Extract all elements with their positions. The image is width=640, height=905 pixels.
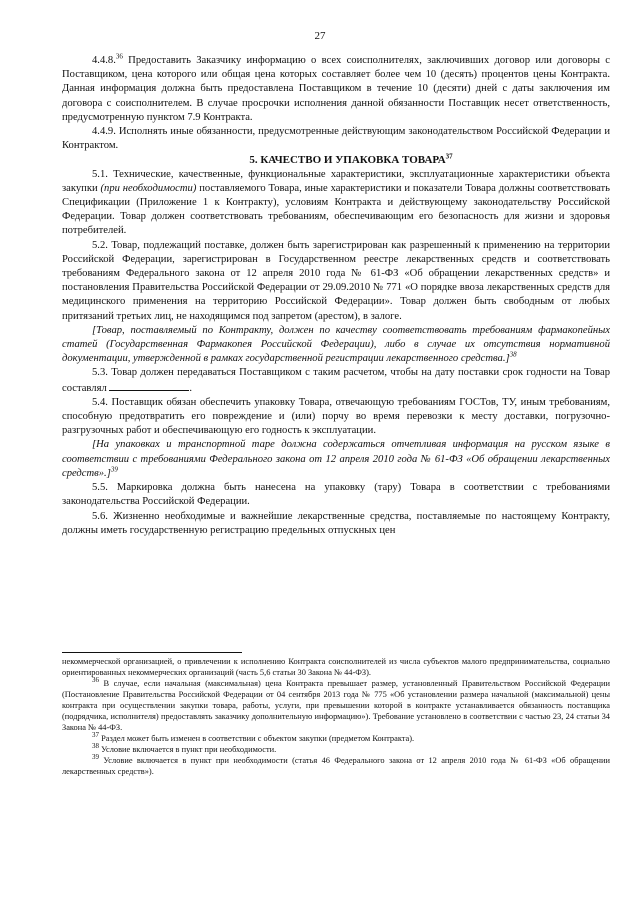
clause-5-2-note [62, 324, 610, 367]
section-title: 5. КАЧЕСТВО И УПАКОВКА ТОВАРА [249, 154, 446, 167]
footnote-36 [62, 678, 610, 733]
footnote-text: В случае, если начальная (максимальная) цена Контракта превышает размер, установленный Правительством Российской Федерации (Постановление Правительства Российской Федерации от 04 сентября 2013 года № 775 «Об установлении размера начальной (максимальной) цены контракта при осуществлении закупки товара, работы, услуги, при превышении которой в контракте устанавливается обязанность поставщика (подрядчика, исполнителя) предоставлять заказчику дополнительную информацию»). Требование установлено в соответствии с частью 23, 24 статьи 34 Закона № 44-ФЗ. [62, 679, 610, 732]
footnote-ref: 36 [115, 52, 123, 61]
footnote-ref: 38 [509, 350, 517, 359]
clause-text: 5.1. Технические, качественные, функциональные характеристики, эксплуатационные характеристики объекта закупки [62, 168, 610, 194]
footnote-number: 36 [92, 676, 99, 685]
note-text: [На упаковках и транспортной таре должна содержаться отчетливая информация на русском языке в соответствии с требованиями Федерального закона от 12 апреля 2010 года № 61-ФЗ «Об обращении лекарственных средств».] [62, 439, 610, 479]
footnote-text: Условие включается в пункт при необходимости (статья 46 Федерального закона от 12 апреля 2010 года № 61-ФЗ «Об обращении лекарственных средств»). [62, 756, 611, 776]
clause-number: 4.4.8. [92, 55, 116, 66]
document-body [62, 54, 610, 538]
clause-4-4-8 [62, 54, 610, 125]
clause-italic: (при необходимости) [100, 182, 197, 194]
footnote-39 [62, 755, 610, 777]
note-text: [Товар, поставляемый по Контракту, должен по качеству соответствовать требованиям фармакопейных статей (Государственная Фармакопея Российской Федерации), либо в случае их отсутствия нормативной документации, утвержденной в рамках государственной регистрации лекарственного средства.] [62, 324, 610, 365]
clause-5-5: 5.5. Маркировка должна быть нанесена на упаковку (тару) Товара в соответствии с требованиями законодательства Российской Федерации. [62, 482, 610, 508]
section-heading [62, 153, 610, 167]
footnote-number: 37 [92, 731, 99, 740]
footnote-ref: 37 [445, 152, 453, 161]
footnote-38 [62, 744, 610, 755]
footnote-37 [62, 733, 610, 744]
footnotes [62, 656, 610, 777]
blank-fill-line[interactable] [109, 381, 189, 391]
clause-end: . [189, 382, 193, 394]
footnote-continuation: некоммерческой организацией, о привлечении к исполнению Контракта соисполнителей из числа субъектов малого предпринимательства, социально ориентированных некоммерческих организаций (часть 5,6 статьи 30 Закона № 44-ФЗ). [62, 657, 610, 677]
clause-4-4-9: 4.4.9. Исполнять иные обязанности, предусмотренные действующим законодательством Российской Федерации и Контрактом. [62, 126, 610, 152]
clause-5-4: 5.4. Поставщик обязан обеспечить упаковку Товара, отвечающую требованиям ГОСТов, ТУ, иным требованиям, способную предотвратить его повреждение и (или) порчу во время перевозки к месту доставки, погрузочно-разгрузочных работ и обеспечивающую его годность к эксплуатации. [62, 396, 610, 437]
footnote-ref: 39 [110, 465, 118, 474]
footnote-number: 39 [92, 753, 99, 762]
footnote-number: 38 [92, 742, 99, 751]
clause-5-2: 5.2. Товар, подлежащий поставке, должен быть зарегистрирован как разрешенный к применению на территории Российской Федерации, зарегистрирован в Государственном реестре лекарственных средств и соответствовать требованиям Федерального закона от 12 апреля 2010 года № 61-ФЗ «Об обращении лекарственных средств» и постановления Правительства Российской Федерации от 29.09.2010 № 771 «О порядке ввоза лекарственных средств для медицинского применения на территорию Российской Федерации». Товар должен быть свободным от любых притязаний третьих лиц, не находящимся под запретом (арестом), в залоге. [62, 239, 610, 322]
clause-5-6: 5.6. Жизненно необходимые и важнейшие лекарственные средства, поставляемые по настоящему Контракту, должны иметь государственную регистрацию предельных отпускных цен [62, 510, 610, 536]
clause-5-4-note [62, 438, 610, 481]
clause-text: 5.3. Товар должен передаваться Поставщиком с таким расчетом, чтобы на дату поставки срок годности на Товар составлял [62, 367, 610, 394]
footnote-text: Условие включается в пункт при необходимости. [101, 745, 277, 754]
clause-5-1 [62, 168, 610, 239]
footnote-divider [62, 652, 242, 653]
page-number: 27 [314, 30, 326, 42]
footnote-text: Раздел может быть изменен в соответствии с объектом закупки (предметом Контракта). [101, 734, 415, 743]
clause-text: поставляемого Товара, иные характеристики и показатели Товара должны соответствовать Спецификации (Приложение 1 к Контракту), условиям Контракта и действующему законодательству Российской Федерации. Товар должен соответствовать требованиям, обеспечивающим его безопасность для жизни и здоровья потребителей. [62, 182, 610, 237]
clause-5-3 [62, 366, 610, 395]
clause-text: Предоставить Заказчику информацию о всех соисполнителях, заключивших договор или договоры с Поставщиком, цена которого или общая цена которых составляет более чем 10 (десять) процентов цены Контракта. Данная информация должна быть предоставлена Поставщиком в течение 10 (десяти) дней с даты заключения им договора с соисполнителем. В случае просрочки исполнения данной обязанности Поставщик несет ответственность, предусмотренную пунктом 7.9 Контракта. [62, 55, 611, 123]
